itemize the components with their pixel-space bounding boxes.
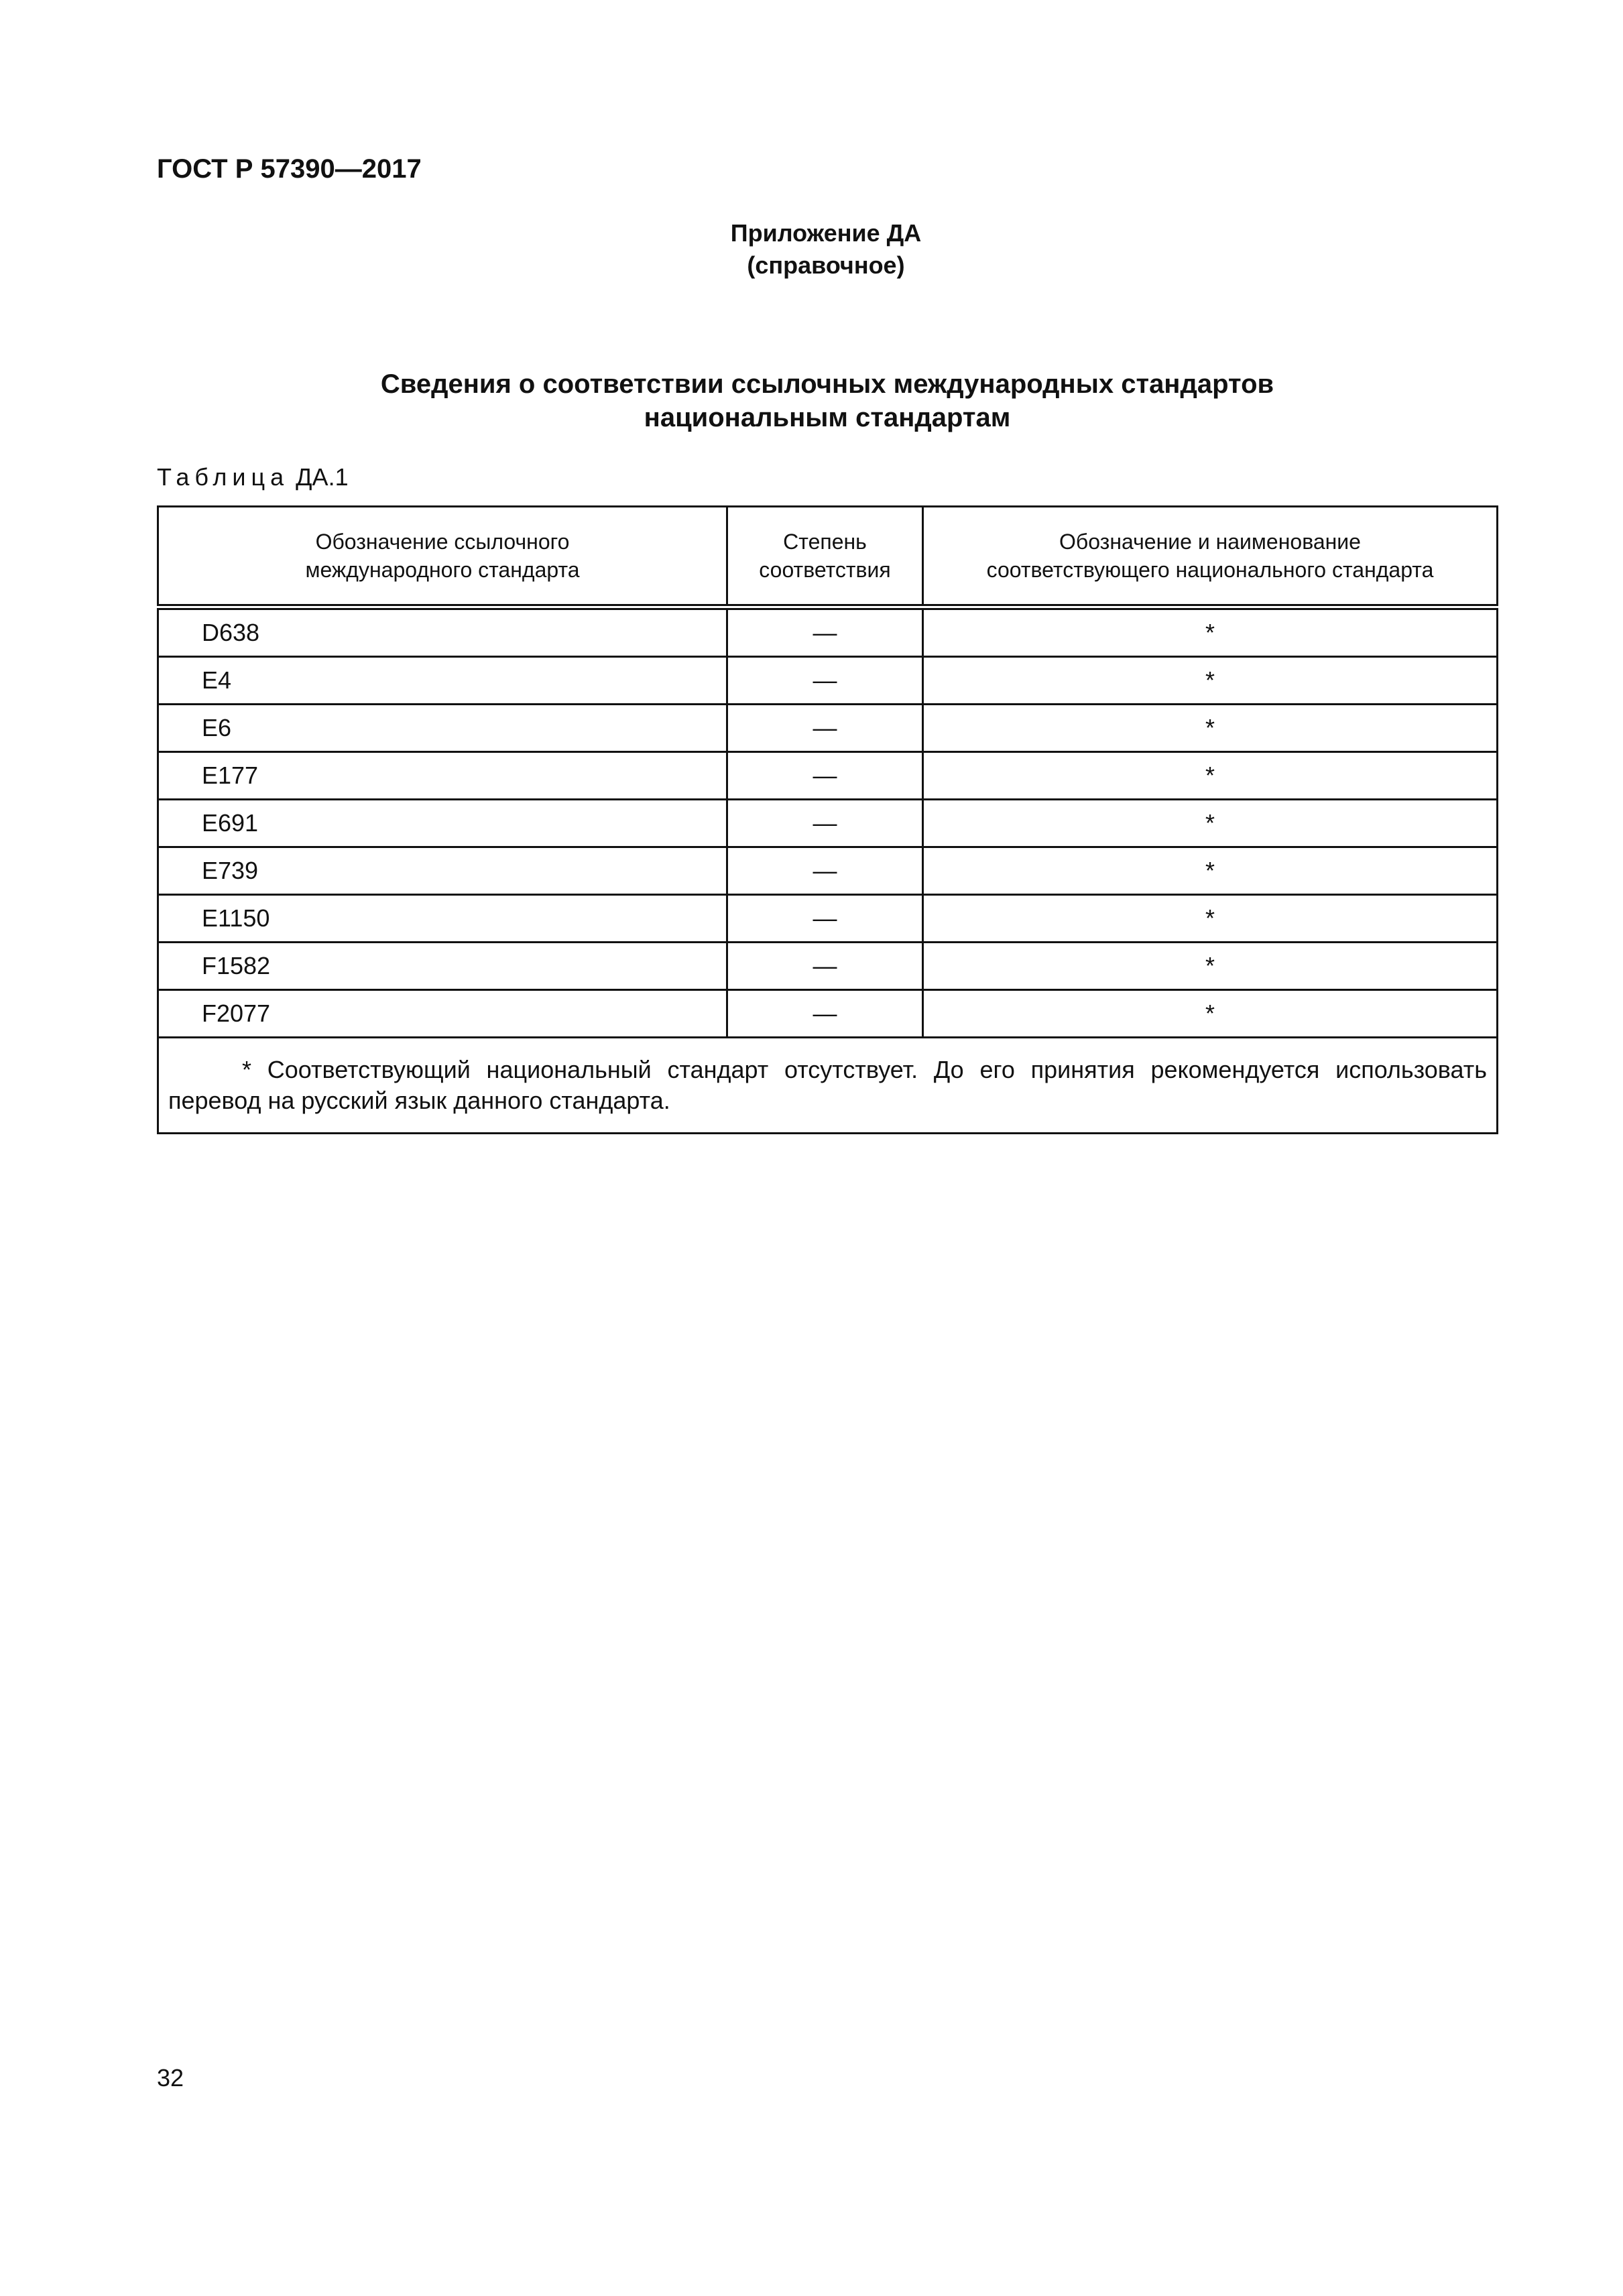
section-title	[157, 367, 1498, 434]
national-standard: *	[923, 847, 1498, 895]
international-standard-code: E1150	[158, 895, 727, 943]
section-title-line-1: Сведения о соответствии ссылочных международных стандартов	[380, 369, 1274, 399]
degree-of-correspondence: —	[727, 607, 923, 657]
table-row	[158, 657, 1498, 705]
table-header-row	[158, 507, 1498, 607]
international-standard-code: E691	[158, 800, 727, 847]
degree-of-correspondence: —	[727, 705, 923, 752]
section-title-line-2: национальным стандартам	[644, 403, 1011, 432]
table-row	[158, 705, 1498, 752]
table-footnote-cell	[158, 1038, 1498, 1134]
column-header-line: Обозначение и наименование	[1059, 530, 1361, 554]
degree-of-correspondence: —	[727, 990, 923, 1038]
table-row	[158, 990, 1498, 1038]
table-footnote: * Соответствующий национальный стандарт отсутствует. До его принятия рекомендуется использовать перевод на русский язык данного стандарта.	[168, 1056, 1487, 1114]
table-row	[158, 943, 1498, 990]
table-row	[158, 800, 1498, 847]
column-header-line: Обозначение ссылочного	[315, 530, 570, 554]
national-standard: *	[923, 895, 1498, 943]
table-caption-number: ДА.1	[296, 463, 349, 491]
international-standard-code: E739	[158, 847, 727, 895]
column-header-line: соответствующего национального стандарта	[986, 558, 1434, 582]
national-standard: *	[923, 990, 1498, 1038]
national-standard: *	[923, 607, 1498, 657]
page-number: 32	[157, 2064, 184, 2092]
table-row	[158, 752, 1498, 800]
degree-of-correspondence: —	[727, 895, 923, 943]
column-header-line: международного стандарта	[305, 558, 580, 582]
degree-of-correspondence: —	[727, 752, 923, 800]
column-header-line: Степень	[783, 530, 867, 554]
degree-of-correspondence: —	[727, 800, 923, 847]
table-caption	[157, 463, 349, 492]
international-standard-code: E177	[158, 752, 727, 800]
table-footnote-row	[158, 1038, 1498, 1134]
column-header-international-standard	[158, 507, 727, 607]
appendix-heading	[157, 217, 1495, 282]
standards-correspondence-table	[157, 505, 1498, 1134]
column-header-degree	[727, 507, 923, 607]
national-standard: *	[923, 705, 1498, 752]
national-standard: *	[923, 657, 1498, 705]
table-row	[158, 895, 1498, 943]
international-standard-code: D638	[158, 607, 727, 657]
international-standard-code: E4	[158, 657, 727, 705]
international-standard-code: F1582	[158, 943, 727, 990]
national-standard: *	[923, 943, 1498, 990]
degree-of-correspondence: —	[727, 943, 923, 990]
international-standard-code: E6	[158, 705, 727, 752]
table-row	[158, 847, 1498, 895]
degree-of-correspondence: —	[727, 847, 923, 895]
table-row	[158, 607, 1498, 657]
column-header-line: соответствия	[759, 558, 891, 582]
column-header-national-standard	[923, 507, 1498, 607]
document-code: ГОСТ Р 57390—2017	[157, 154, 422, 184]
appendix-type: (справочное)	[747, 251, 905, 279]
national-standard: *	[923, 752, 1498, 800]
appendix-title: Приложение ДА	[730, 219, 922, 247]
international-standard-code: F2077	[158, 990, 727, 1038]
degree-of-correspondence: —	[727, 657, 923, 705]
table-caption-word: Таблица	[157, 463, 290, 491]
national-standard: *	[923, 800, 1498, 847]
